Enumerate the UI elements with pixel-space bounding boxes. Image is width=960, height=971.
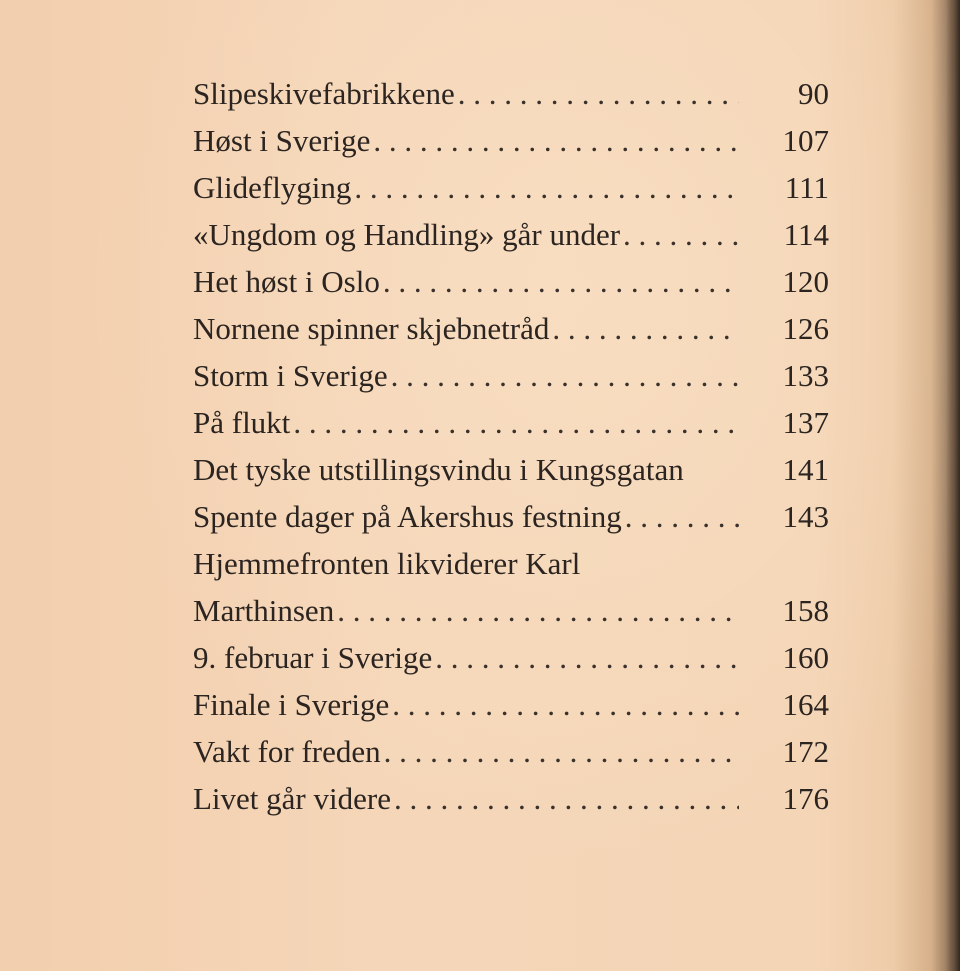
- toc-entry: [193, 775, 829, 822]
- toc-entry-title: «Ungdom og Handling» går under: [193, 217, 621, 252]
- dot-leader: [337, 587, 739, 634]
- dot-leader: [383, 258, 739, 305]
- dot-leader: [552, 305, 739, 352]
- toc-entry: [193, 587, 829, 634]
- toc-entry: [193, 493, 829, 540]
- dot-leader: [394, 775, 739, 822]
- toc-entry: [193, 540, 829, 587]
- toc-entry-title: Det tyske utstillingsvindu i Kungsgatan: [193, 452, 684, 487]
- dot-leader: [373, 117, 739, 164]
- toc-entry-title: Het høst i Oslo: [193, 264, 380, 299]
- toc-entry: [193, 258, 829, 305]
- toc-entry-title: 9. februar i Sverige: [193, 640, 433, 675]
- toc-entry-title: Spente dager på Akershus festning: [193, 499, 622, 534]
- toc-entry-page: 111: [784, 170, 829, 205]
- toc-entry-page: 164: [782, 687, 829, 722]
- toc-entry-page: 160: [782, 640, 829, 675]
- toc-entry: [193, 352, 829, 399]
- toc-entry-page: 158: [782, 593, 829, 628]
- toc-entry-page: 133: [782, 358, 829, 393]
- toc-entry-title: Nornene spinner skjebnetråd: [193, 311, 550, 346]
- toc-entry: [193, 446, 829, 493]
- dot-leader: [392, 681, 739, 728]
- toc-entry: [193, 117, 829, 164]
- toc-entry: [193, 681, 829, 728]
- toc-entry-title: Hjemmefronten likviderer Karl: [193, 546, 581, 581]
- table-of-contents: [193, 70, 829, 822]
- toc-entry-title: Vakt for freden: [193, 734, 381, 769]
- dot-leader: [384, 728, 739, 775]
- dot-leader: [391, 352, 739, 399]
- toc-entry-page: 90: [798, 76, 829, 111]
- toc-entry-page: 143: [782, 499, 829, 534]
- toc-entry: [193, 634, 829, 681]
- toc-entry-page: 172: [782, 734, 829, 769]
- toc-entry: [193, 211, 829, 258]
- toc-entry-title: På flukt: [193, 405, 291, 440]
- toc-entry-title: Slipeskivefabrikkene: [193, 76, 455, 111]
- dot-leader: [435, 634, 739, 681]
- toc-entry-page: 120: [782, 264, 829, 299]
- toc-entry: [193, 399, 829, 446]
- toc-entry-title: Høst i Sverige: [193, 123, 371, 158]
- toc-entry-page: 176: [782, 781, 829, 816]
- toc-entry-title: Glideflyging: [193, 170, 352, 205]
- toc-entry: [193, 164, 829, 211]
- toc-entry-page: 141: [782, 452, 829, 487]
- toc-entry-page: 114: [783, 217, 829, 252]
- dot-leader: [293, 399, 739, 446]
- toc-entry-title: Livet går videre: [193, 781, 391, 816]
- toc-entry-title: Finale i Sverige: [193, 687, 390, 722]
- dot-leader: [458, 70, 739, 117]
- page-edge-shadow: [946, 0, 960, 971]
- toc-entry-page: 107: [782, 123, 829, 158]
- toc-entry: [193, 70, 829, 117]
- toc-entry-page: 137: [782, 405, 829, 440]
- toc-entry-page: 126: [782, 311, 829, 346]
- dot-leader: [625, 493, 739, 540]
- toc-entry-title: Storm i Sverige: [193, 358, 388, 393]
- dot-leader: [354, 164, 739, 211]
- dot-leader: [623, 211, 739, 258]
- toc-entry: [193, 728, 829, 775]
- toc-entry-title: Marthinsen: [193, 593, 335, 628]
- toc-entry: [193, 305, 829, 352]
